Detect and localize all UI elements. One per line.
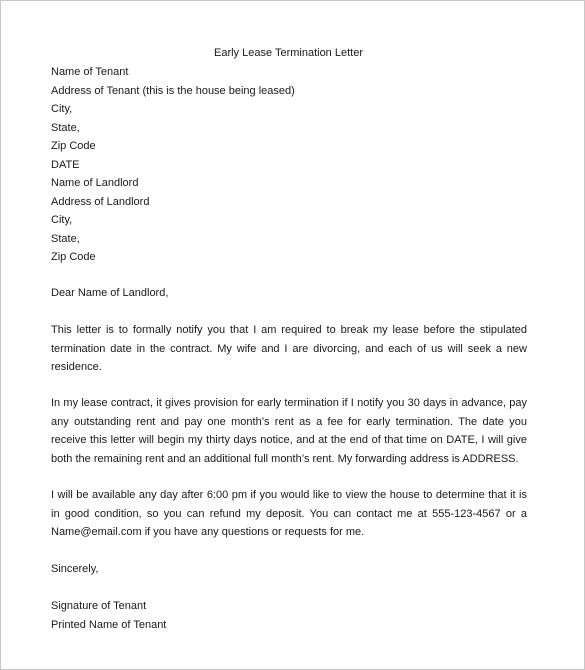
landlord-state: State, xyxy=(51,232,80,245)
body-paragraph: In my lease contract, it gives provision for early termination if I notify you 30 days in advance, pay any outstanding rent and pay one month’s rent as a fee for early termination. The date you receive this letter will begin my thirty days notice, and at the end of that time on DATE, I will give both the remaining rent and an additional full month’s rent. My forwarding address is ADDRESS. xyxy=(51,397,527,465)
landlord-city: City, xyxy=(51,214,73,226)
landlord-name: Name of Landlord xyxy=(51,177,139,189)
tenant-address: Address of Tenant (this is the house being leased) xyxy=(51,84,295,97)
letter-title: Early Lease Termination Letter xyxy=(214,47,363,59)
signature-block xyxy=(51,597,527,634)
address-block xyxy=(51,63,527,267)
body-paragraph: This letter is to formally notify you that I am required to break my lease before the stipulated termination date in the contract. My wife and I are divorcing, and each of us will seek a new residence. xyxy=(51,324,527,373)
tenant-city: City, xyxy=(51,103,73,115)
tenant-state: State, xyxy=(51,121,80,134)
signature-line: Signature of Tenant xyxy=(51,600,147,612)
letter-date: DATE xyxy=(51,158,80,171)
salutation-block xyxy=(51,284,527,303)
closing-block xyxy=(51,560,527,579)
printed-name-line: Printed Name of Tenant xyxy=(51,618,167,631)
body-paragraph-2-block xyxy=(51,394,527,468)
landlord-zip: Zip Code xyxy=(51,251,96,263)
body-paragraph: I will be available any day after 6:00 pm if you would like to view the house to determine that it is in good condition, so you can refund my deposit. You can contact me at 555-123-4567 or a Name@email.com if you have any questions or requests for me. xyxy=(51,489,527,538)
body-paragraph-3-block xyxy=(51,486,527,542)
body-paragraph-1-block xyxy=(51,321,527,377)
tenant-name: Name of Tenant xyxy=(51,66,129,78)
closing: Sincerely, xyxy=(51,563,99,575)
salutation: Dear Name of Landlord, xyxy=(51,287,169,299)
tenant-zip: Zip Code xyxy=(51,140,96,152)
landlord-address: Address of Landlord xyxy=(51,195,150,208)
